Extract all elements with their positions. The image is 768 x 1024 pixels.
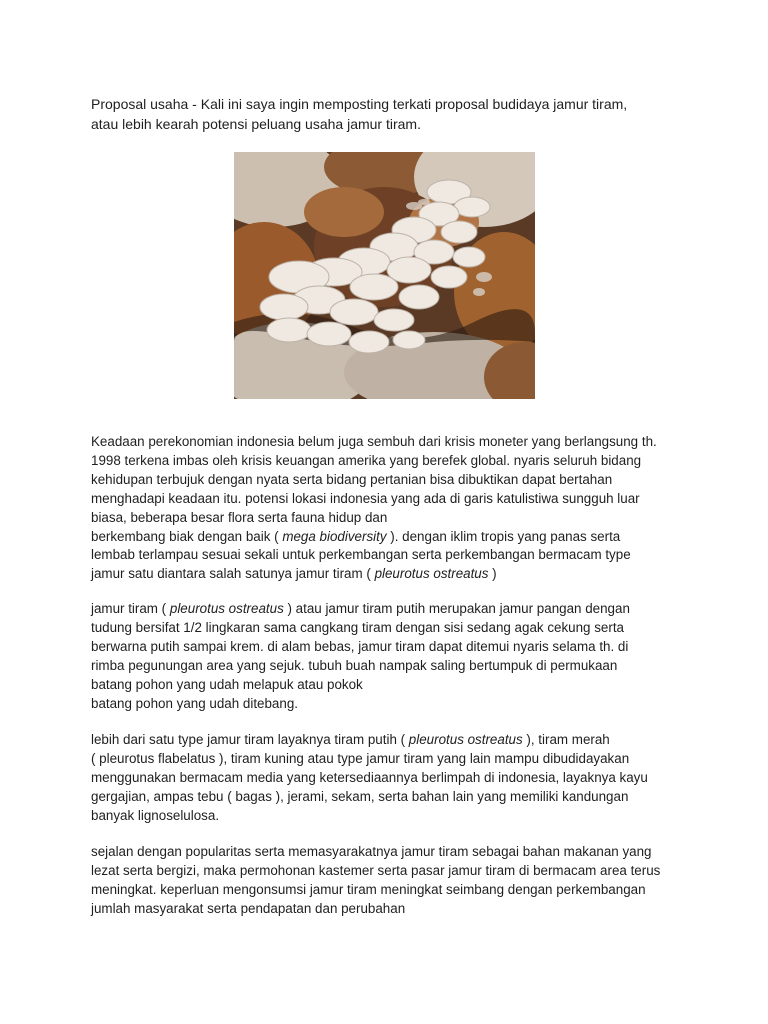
text-run: ) atau jamur tiram putih merupakan jamur pangan dengan: [283, 601, 630, 616]
paragraph-line: biasa, beberapa besar flora serta fauna hidup dan: [91, 509, 388, 525]
paragraph-line: menggunakan bermacam media yang ketersediaannya berlimpah di indonesia, layaknya kayu: [91, 769, 648, 785]
paragraph-line: rimba pegunungan area yang sejuk. tubuh buah nampak saling bertumpuk di permukaan: [91, 657, 618, 673]
paragraph-line: 1998 terkena imbas oleh krisis keuangan amerika yang berefek global. nyaris seluruh bidang: [91, 452, 642, 468]
paragraph-line: [91, 731, 691, 750]
intro-line: Proposal usaha - Kali ini saya ingin memposting terkati proposal budidaya jamur tiram,: [91, 96, 628, 112]
paragraph-line: gergajian, ampas tebu ( bagas ), jerami, sekam, serta bahan lain yang memiliki kandungan: [91, 788, 629, 804]
text-run: ), tiram merah: [522, 732, 610, 747]
paragraph-line: kehidupan terbujuk dengan nyata serta bidang pertanian bisa dibuktikan dapat bertahan: [91, 471, 613, 487]
paragraph-line: lezat serta bergizi, maka permohonan kastemer serta pasar jamur tiram di bermacam area terus: [91, 862, 661, 878]
italic-term: pleurotus ostreatus: [408, 732, 523, 747]
paragraph-line: [91, 565, 691, 584]
paragraph-line: Keadaan perekonomian indonesia belum juga sembuh dari krisis moneter yang berlangsung th.: [91, 434, 657, 449]
paragraph-line: tudung bersifat 1/2 lingkaran sama cangkang tiram dengan sisi sedang agak cekung serta: [91, 619, 624, 635]
text-run: lebih dari satu type jamur tiram layaknya tiram putih (: [91, 732, 409, 747]
text-run: jamur satu diantara salah satunya jamur tiram (: [91, 566, 375, 582]
paragraph-economy: [91, 433, 691, 584]
text-run: ): [488, 566, 497, 582]
italic-term: pleurotus ostreatus: [374, 566, 489, 582]
oyster-mushroom-photo: [234, 152, 535, 399]
paragraph-line: [91, 600, 691, 619]
text-run: jamur tiram (: [91, 601, 170, 616]
italic-term: mega biodiversity: [282, 528, 387, 544]
intro-paragraph: [91, 95, 691, 134]
paragraph-line: banyak lignoselulosa.: [91, 807, 220, 823]
text-run: berkembang biak dengan baik (: [91, 528, 283, 544]
paragraph-line: menghadapi keadaan itu. potensi lokasi indonesia yang ada di garis katulistiwa sungguh luar: [91, 490, 640, 506]
paragraph-line: sejalan dengan popularitas serta memasyarakatnya jamur tiram sebagai bahan makanan yang: [91, 844, 652, 859]
intro-line: atau lebih kearah potensi peluang usaha jamur tiram.: [91, 115, 421, 132]
paragraph-oyster-mushroom: [91, 600, 691, 713]
paragraph-line: lembab terlampau sesuai sekali untuk perkembangan serta perkembangan bermacam type: [91, 547, 631, 563]
paragraph-line: meningkat. keperluan mengonsumsi jamur tiram meningkat seimbang dengan perkembangan: [91, 881, 646, 897]
paragraph-line: jumlah masyarakat serta pendapatan dan perubahan: [91, 900, 406, 916]
italic-term: pleurotus ostreatus: [169, 601, 284, 616]
paragraph-line: batang pohon yang udah melapuk atau pokok: [91, 676, 363, 692]
paragraph-line: ( pleurotus flabelatus ), tiram kuning atau type jamur tiram yang lain mampu dibudidayakan: [91, 750, 630, 766]
text-run: ). dengan iklim tropis yang panas serta: [386, 528, 621, 544]
paragraph-line: berwarna putih sampai krem. di alam bebas, jamur tiram dapat ditemui nyaris selama th. di: [91, 638, 629, 654]
paragraph-mushroom-types: [91, 731, 691, 826]
paragraph-line: [91, 528, 691, 547]
paragraph-line: batang pohon yang udah ditebang.: [91, 695, 298, 711]
paragraph-market-demand: [91, 843, 691, 919]
